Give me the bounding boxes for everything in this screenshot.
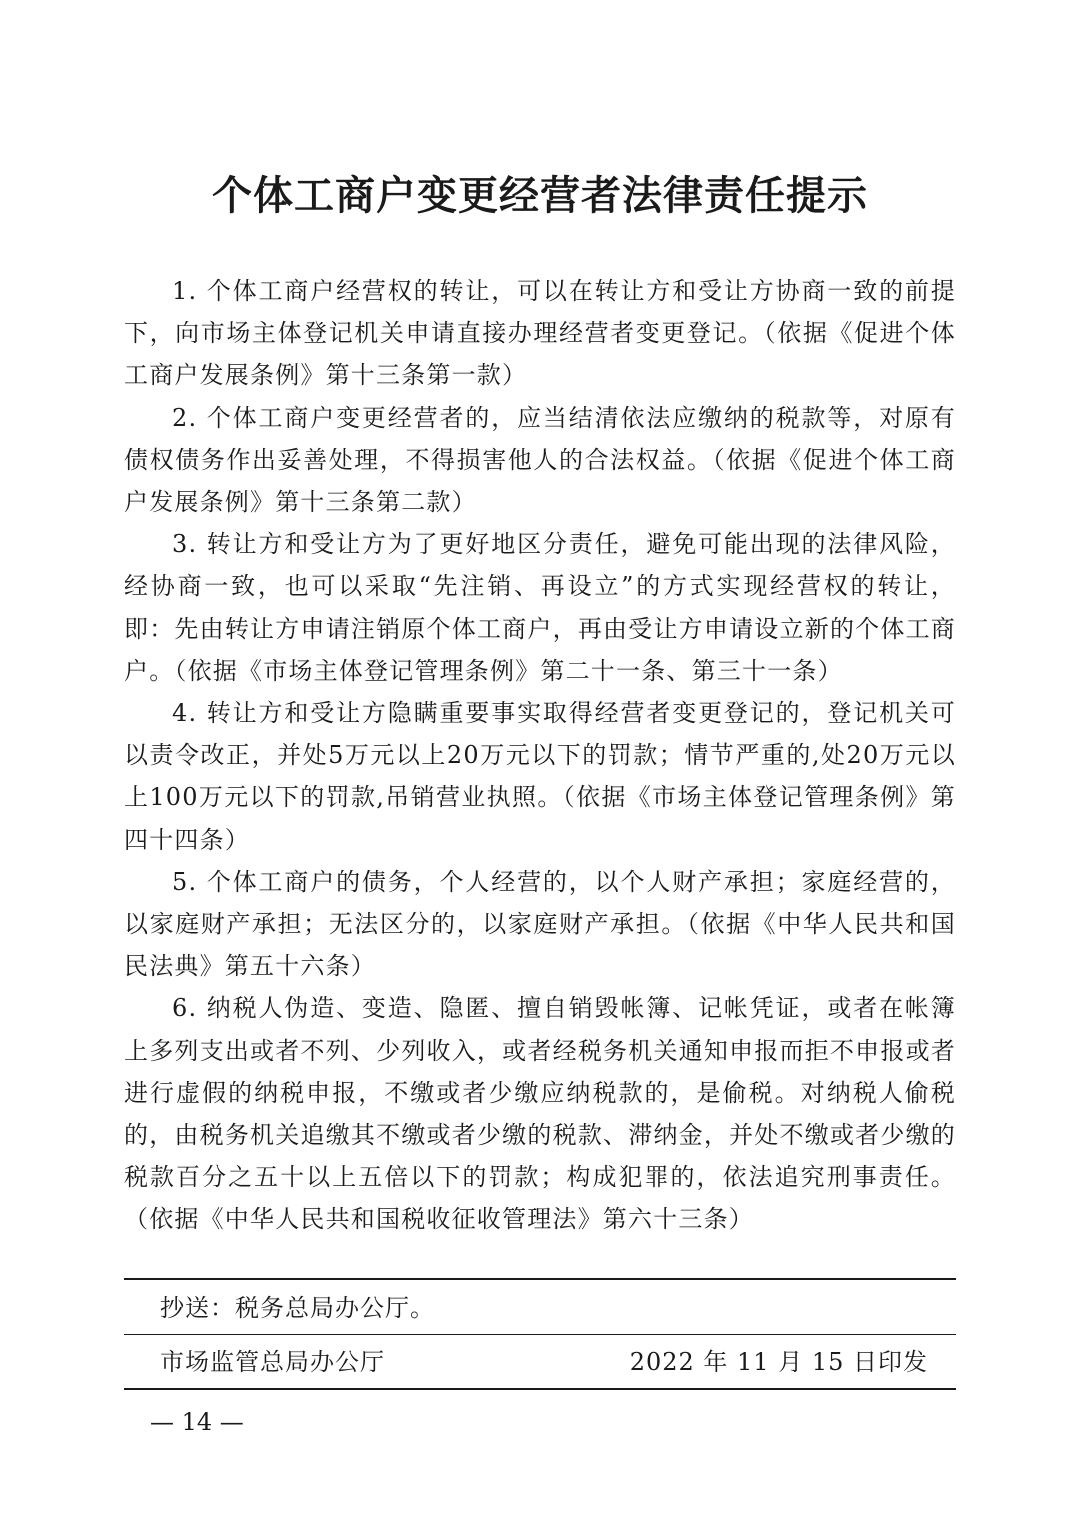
paragraph-4: 4. 转让方和受让方隐瞒重要事实取得经营者变更登记的，登记机关可以责令改正，并处5万元以上20万元以下的罚款；情节严重的,处20万元以上100万元以下的罚款,吊销营业执照。（依据《市场主体登记管理条例》第四十四条） (124, 699, 956, 854)
cc-line: 抄送：税务总局办公厅。 (160, 1294, 435, 1322)
document-title: 个体工商户变更经营者法律责任提示 (212, 172, 868, 219)
issue-date: 2022 年 11 月 15 日印发 (629, 1348, 928, 1376)
footer-bottom-divider (124, 1388, 956, 1390)
document-body (124, 270, 956, 1241)
page-number: — 14 — (150, 1408, 244, 1436)
paragraph-1: 1. 个体工商户经营权的转让，可以在转让方和受让方协商一致的前提下，向市场主体登记机关申请直接办理经营者变更登记。（依据《促进个体工商户发展条例》第十三条第一款） (124, 277, 956, 390)
footer-middle-divider (124, 1334, 956, 1335)
issuer-name: 市场监管总局办公厅 (160, 1348, 385, 1376)
paragraph-6: 6. 纳税人伪造、变造、隐匿、擅自销毁帐簿、记帐凭证，或者在帐簿上多列支出或者不列、少列收入，或者经税务机关通知申报而拒不申报或者进行虚假的纳税申报，不缴或者少缴应纳税款的，是偷税。对纳税人偷税的，由税务机关追缴其不缴或者少缴的税款、滞纳金，并处不缴或者少缴的税款百分之五十以上五倍以下的罚款；构成犯罪的，依法追究刑事责任。（依据《中华人民共和国税收征收管理法》第六十三条） (124, 994, 956, 1234)
paragraph-2: 2. 个体工商户变更经营者的，应当结清依法应缴纳的税款等，对原有债权债务作出妥善处理，不得损害他人的合法权益。（依据《促进个体工商户发展条例》第十三条第二款） (124, 403, 956, 517)
footer-top-divider (124, 1278, 956, 1280)
paragraph-3: 3. 转让方和受让方为了更好地区分责任，避免可能出现的法律风险，经协商一致，也可以采取“先注销、再设立”的方式实现经营权的转让，即：先由转让方申请注销原个体工商户，再由受让方申请设立新的个体工商户。（依据《市场主体登记管理条例》第二十一条、第三十一条） (124, 530, 956, 685)
cc-row (124, 1290, 956, 1326)
paragraph-5: 5. 个体工商户的债务，个人经营的，以个人财产承担；家庭经营的，以家庭财产承担；无法区分的，以家庭财产承担。（依据《中华人民共和国民法典》第五十六条） (124, 867, 956, 981)
